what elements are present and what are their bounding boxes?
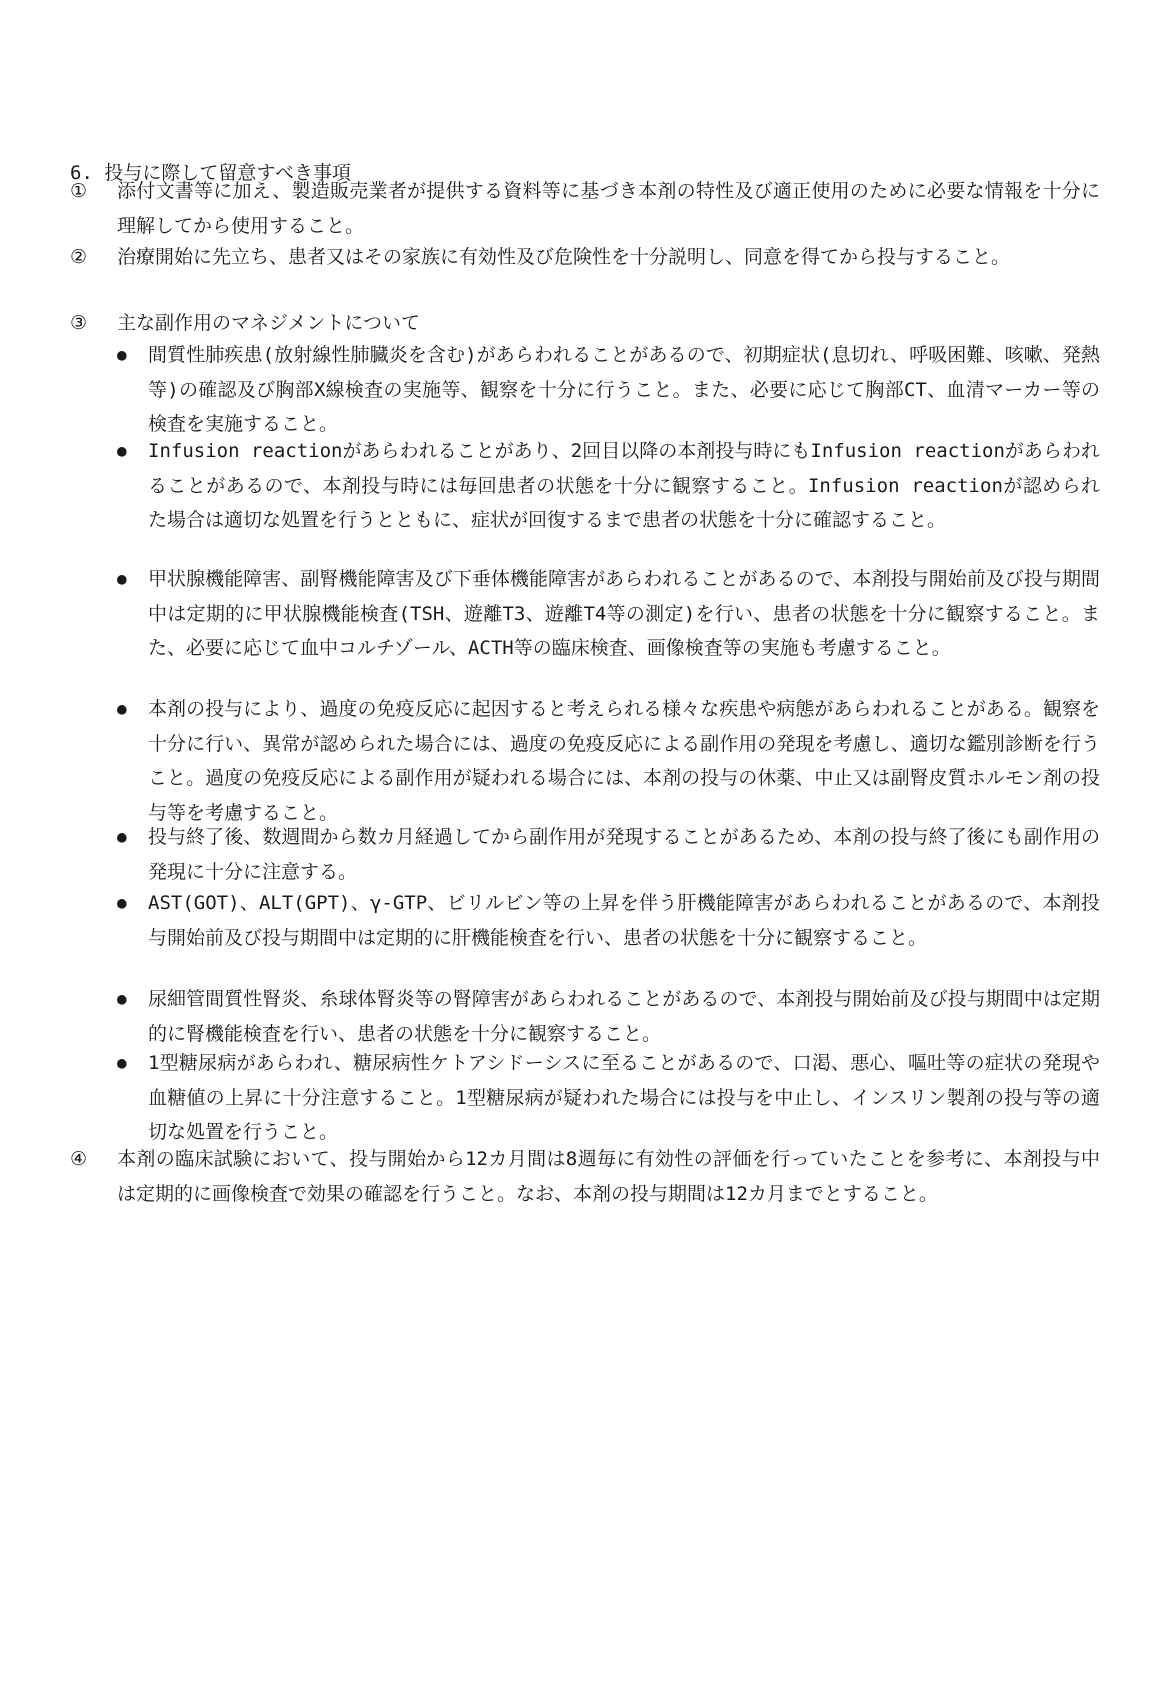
numbered-item-1 [70, 174, 1100, 243]
bullet-text: 投与終了後、数週間から数カ月経過してから副作用が発現することがあるため、本剤の投与終了後にも副作用の発現に十分に注意する。 [148, 826, 1100, 883]
bullet-icon: ● [117, 345, 127, 364]
bullet-item-3 [117, 562, 1100, 666]
item-marker: ② [70, 246, 88, 268]
bullet-item-8 [117, 1046, 1100, 1150]
bullet-item-6 [117, 886, 1100, 955]
bullet-item-2 [117, 434, 1100, 538]
bullet-text: Infusion reactionがあらわれることがあり、2回目以降の本剤投与時にもInfusion reactionがあらわれることがあるので、本剤投与時には毎回患者の状態を十分に観察すること。Infusion reactionが認められた場合は適切な処置を行うとともに、症状が回復するまで患者の状態を十分に確認すること。 [148, 440, 1100, 531]
item-text: 添付文書等に加え、製造販売業者が提供する資料等に基づき本剤の特性及び適正使用のために必要な情報を十分に理解してから使用すること。 [117, 180, 1100, 237]
bullet-icon: ● [117, 699, 127, 718]
bullet-item-4 [117, 692, 1100, 830]
bullet-text: 本剤の投与により、過度の免疫反応に起因すると考えられる様々な疾患や病態があらわれることがある。観察を十分に行い、異常が認められた場合には、過度の免疫反応による副作用の発現を考慮し、適切な鑑別診断を行うこと。過度の免疫反応による副作用が疑われる場合には、本剤の投与の休薬、中止又は副腎皮質ホルモン剤の投与等を考慮すること。 [148, 698, 1100, 824]
bullet-icon: ● [117, 441, 127, 460]
item-marker: ③ [70, 312, 88, 334]
bullet-item-5 [117, 820, 1100, 889]
bullet-text: 甲状腺機能障害、副腎機能障害及び下垂体機能障害があらわれることがあるので、本剤投与開始前及び投与期間中は定期的に甲状腺機能検査(TSH、遊離T3、遊離T4等の測定)を行い、患者の状態を十分に観察すること。また、必要に応じて血中コルチゾール、ACTH等の臨床検査、画像検査等の実施も考慮すること。 [148, 568, 1100, 659]
bullet-icon: ● [117, 1053, 127, 1072]
bullet-item-1 [117, 338, 1100, 442]
section-title: 6. 投与に際して留意すべき事項 [70, 162, 351, 184]
numbered-item-3 [70, 306, 1100, 341]
item-marker: ④ [70, 1148, 88, 1170]
item-text: 本剤の臨床試験において、投与開始から12カ月間は8週毎に有効性の評価を行っていたことを参考に、本剤投与中は定期的に画像検査で効果の確認を行うこと。なお、本剤の投与期間は12カ月までとすること。 [117, 1148, 1100, 1205]
numbered-item-4 [70, 1142, 1100, 1211]
bullet-icon: ● [117, 827, 127, 846]
item-text: 治療開始に先立ち、患者又はその家族に有効性及び危険性を十分説明し、同意を得てから投与すること。 [117, 246, 1011, 268]
item-marker: ① [70, 180, 88, 202]
bullet-text: 間質性肺疾患(放射線性肺臓炎を含む)があらわれることがあるので、初期症状(息切れ、呼吸困難、咳嗽、発熱等)の確認及び胸部X線検査の実施等、観察を十分に行うこと。また、必要に応じて胸部CT、血清マーカー等の検査を実施すること。 [148, 344, 1100, 435]
bullet-text: 尿細管間質性腎炎、糸球体腎炎等の腎障害があらわれることがあるので、本剤投与開始前及び投与期間中は定期的に腎機能検査を行い、患者の状態を十分に観察すること。 [148, 988, 1100, 1045]
bullet-icon: ● [117, 893, 127, 912]
bullet-item-7 [117, 982, 1100, 1051]
item-text: 主な副作用のマネジメントについて [117, 312, 421, 334]
bullet-icon: ● [117, 569, 127, 588]
numbered-item-2 [70, 240, 1100, 275]
bullet-text: 1型糖尿病があらわれ、糖尿病性ケトアシドーシスに至ることがあるので、口渇、悪心、嘔吐等の症状の発現や血糖値の上昇に十分注意すること。1型糖尿病が疑われた場合には投与を中止し、インスリン製剤の投与等の適切な処置を行うこと。 [148, 1052, 1100, 1143]
bullet-text: AST(GOT)、ALT(GPT)、γ-GTP、ビリルビン等の上昇を伴う肝機能障害があらわれることがあるので、本剤投与開始前及び投与期間中は定期的に肝機能検査を行い、患者の状態を十分に観察すること。 [148, 892, 1100, 949]
bullet-icon: ● [117, 989, 127, 1008]
